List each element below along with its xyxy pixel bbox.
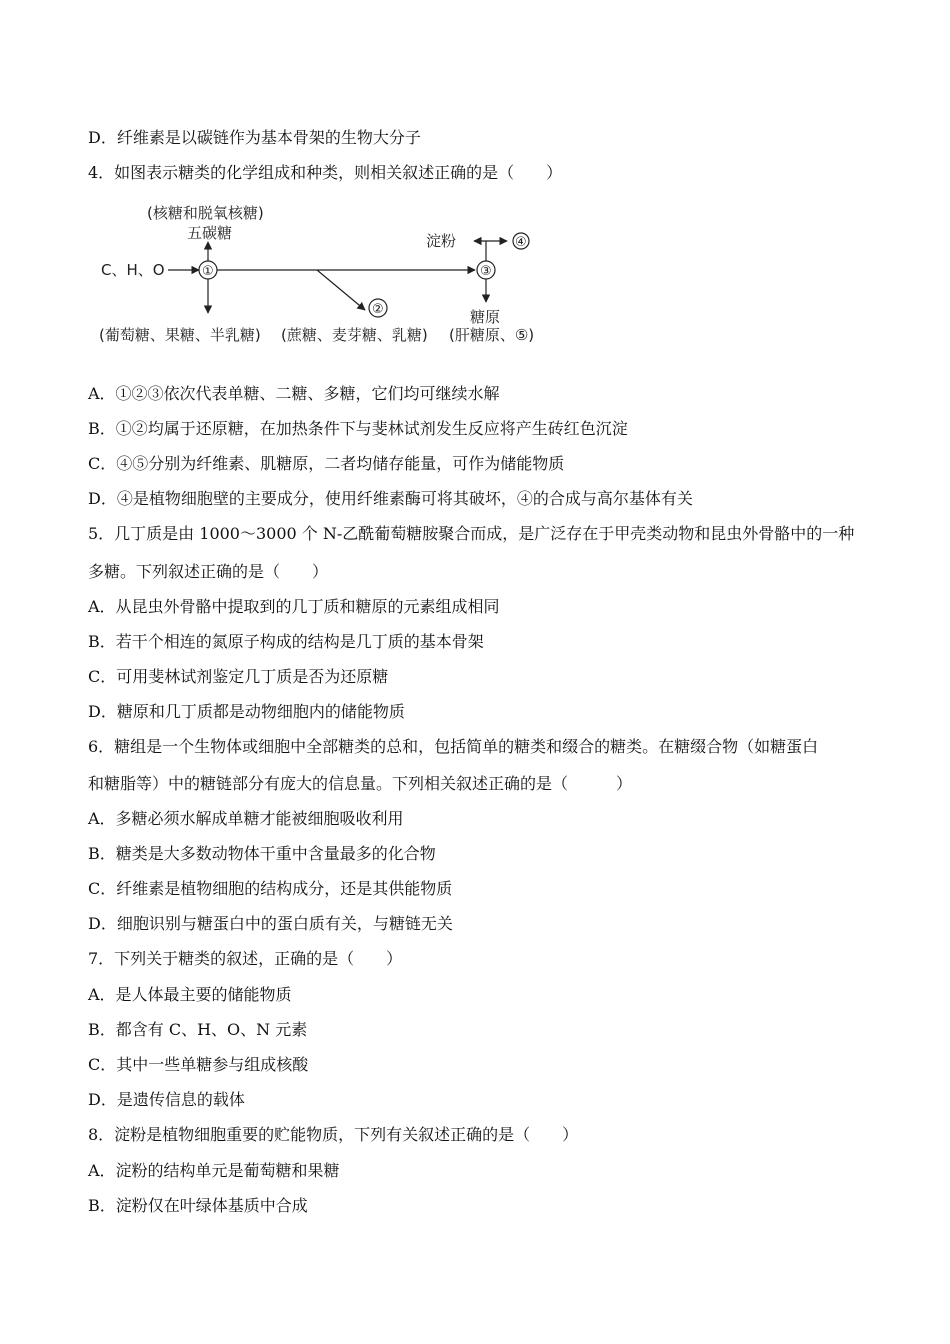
option-7d: D．是遗传信息的载体	[88, 1090, 245, 1109]
sugar-classification-diagram	[95, 198, 555, 350]
option-3d: D．纤维素是以碳链作为基本骨架的生物大分子	[88, 128, 421, 147]
question-8: 8．淀粉是植物细胞重要的贮能物质，下列有关叙述正确的是（ ）	[88, 1125, 579, 1144]
pentose-label: 五碳糖	[187, 224, 233, 242]
option-5c: C．可用斐林试剂鉴定几丁质是否为还原糖	[88, 667, 389, 686]
starch-label: 淀粉	[426, 232, 457, 250]
top-label: (核糖和脱氧核糖)	[147, 204, 264, 222]
circle-4-label: ④	[515, 235, 527, 250]
monosaccharide-list: (葡萄糖、果糖、半乳糖)	[99, 326, 261, 344]
option-8b: B．淀粉仅在叶绿体基质中合成	[88, 1196, 308, 1215]
option-7b: B．都含有 C、H、O、N 元素	[88, 1020, 308, 1039]
option-5b: B．若干个相连的氮原子构成的结构是几丁质的基本骨架	[88, 632, 484, 651]
option-8a: A．淀粉的结构单元是葡萄糖和果糖	[88, 1161, 340, 1180]
circle-3-label: ③	[480, 264, 492, 279]
elements-label: C、H、O	[101, 261, 165, 279]
option-6b: B．糖类是大多数动物体干重中含量最多的化合物	[88, 844, 436, 863]
question-6-line1: 6．糖组是一个生物体或细胞中全部糖类的总和，包括简单的糖类和缀合的糖类。在糖缀合物（如糖蛋白	[88, 737, 819, 756]
option-4d: D．④是植物细胞壁的主要成分，使用纤维素酶可将其破坏，④的合成与高尔基体有关	[88, 489, 693, 508]
option-4b: B．①②均属于还原糖，在加热条件下与斐林试剂发生反应将产生砖红色沉淀	[88, 419, 628, 438]
circle-1-label: ①	[202, 264, 214, 279]
question-4: 4．如图表示糖类的化学组成和种类，则相关叙述正确的是（ ）	[88, 163, 563, 182]
question-7: 7．下列关于糖类的叙述，正确的是（ ）	[88, 949, 403, 968]
question-5-line2: 多糖。下列叙述正确的是（ ）	[88, 562, 329, 581]
question-5-line1: 5．几丁质是由 1000～3000 个 N-乙酰葡萄糖胺聚合而成，是广泛存在于甲壳类动物和昆虫外骨骼中的一种	[88, 524, 855, 543]
option-4c: C．④⑤分别为纤维素、肌糖原，二者均储存能量，可作为储能物质	[88, 454, 565, 473]
option-5a: A．从昆虫外骨骼中提取到的几丁质和糖原的元素组成相同	[88, 597, 500, 616]
glycogen-label: 糖原	[470, 308, 501, 326]
option-7c: C．其中一些单糖参与组成核酸	[88, 1055, 309, 1074]
option-7a: A．是人体最主要的储能物质	[88, 985, 292, 1004]
disaccharide-list: (蔗糖、麦芽糖、乳糖)	[281, 326, 428, 344]
option-4a: A．①②③依次代表单糖、二糖、多糖，它们均可继续水解	[88, 384, 500, 403]
question-6-line2: 和糖脂等）中的糖链部分有庞大的信息量。下列相关叙述正确的是（ ）	[88, 774, 633, 793]
option-5d: D．糖原和几丁质都是动物细胞内的储能物质	[88, 702, 405, 721]
option-6c: C．纤维素是植物细胞的结构成分，还是其供能物质	[88, 879, 453, 898]
polysaccharide-list: (肝糖原、⑤)	[449, 326, 535, 344]
option-6a: A．多糖必须水解成单糖才能被细胞吸收利用	[88, 809, 404, 828]
option-6d: D．细胞识别与糖蛋白中的蛋白质有关，与糖链无关	[88, 914, 453, 933]
circle-2-label: ②	[372, 302, 384, 317]
